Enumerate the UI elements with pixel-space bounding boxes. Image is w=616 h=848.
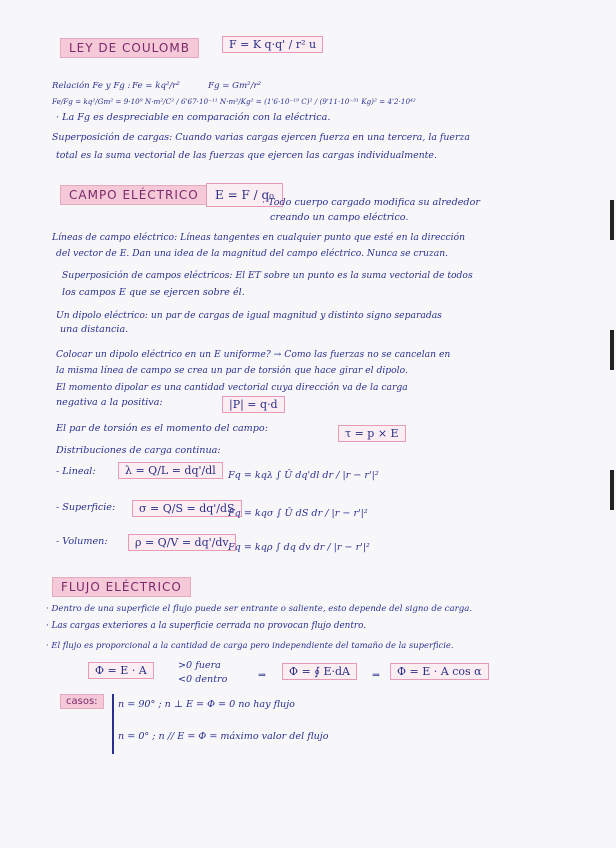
flujo-line-3: · El flujo es proporcional a la cantidad de carga pero independiente del tamaño de la superficie. <box>46 640 454 650</box>
superposicion-line-1: Superposición de cargas: Cuando varias cargas ejercen fuerza en una tercera, la fuerza <box>52 132 470 143</box>
superp-campos-line-2: los campos E que se ejercen sobre él. <box>62 287 245 298</box>
superficie-integral: Fq = kqσ ∫ Ū dS dr / |r − r'|² <box>228 508 368 519</box>
phi-formula: Φ = E · A <box>88 662 154 679</box>
caso-paralelo: n = 0° ; n // E = Φ = máximo valor del flujo <box>118 731 329 742</box>
casos-label: casos: <box>60 694 104 709</box>
flujo-line-2: · Las cargas exteriores a la superficie cerrada no provocan flujo dentro. <box>46 621 367 631</box>
uniforme-line-2: la misma línea de campo se crea un par de torsión que hace girar el dipolo. <box>56 365 408 376</box>
implies-arrow: ⇒ <box>372 670 381 681</box>
lineal-label: - Lineal: <box>56 466 96 477</box>
ratio-formula: Fe/Fg = kq²/Gm² = 9·10⁹ N·m²/C² / 6'67·10⁻¹¹ N·m²/Kg² = (1'6·10⁻¹⁹ C)² / (9'11·10⁻³¹ Kg)² = 4'2·10⁴² <box>52 97 416 106</box>
dipolo-line-2: una distancia. <box>60 324 129 335</box>
volumen-label: - Volumen: <box>56 536 108 547</box>
dipolo-line-1: Un dipolo eléctrico: un par de cargas de igual magnitud y distinto signo separadas <box>56 310 442 321</box>
phi-integral-formula: Φ = ∮ E·dA <box>282 663 357 680</box>
campo-formula: E = F / q₀ <box>206 183 283 207</box>
implies-arrow: ⇒ <box>258 670 267 681</box>
fg-formula: Fg = Gm²/r² <box>208 81 262 91</box>
superficie-label: - Superficie: <box>56 502 116 513</box>
superficie-formula: σ = Q/S = dq'/dS <box>132 500 242 517</box>
section-title-ley-coulomb: LEY DE COULOMB <box>60 38 199 58</box>
despreciable-note: · La Fg es despreciable en comparación con la eléctrica. <box>56 112 331 123</box>
superp-campos-line-1: Superposición de campos eléctricos: El ET sobre un punto es la suma vectorial de todos <box>62 270 473 281</box>
torsion-line: El par de torsión es el momento del campo: <box>56 423 268 434</box>
lineal-formula: λ = Q/L = dq'/dl <box>118 462 223 479</box>
caso-perpendicular: n = 90° ; n ⊥ E = Φ = 0 no hay flujo <box>118 699 295 710</box>
torsion-formula: τ = p × E <box>338 425 406 442</box>
lineas-line-1: Líneas de campo eléctrico: Líneas tangentes en cualquier punto que esté en la dirección <box>52 232 466 243</box>
volumen-formula: ρ = Q/V = dq'/dv <box>128 534 236 551</box>
lineas-line-2: del vector de E. Dan una idea de la magnitud del campo eléctrico. Nunca se cruzan. <box>56 248 449 259</box>
scan-edge-mark <box>610 470 614 510</box>
campo-desc-1: · Todo cuerpo cargado modifica su alrededor <box>262 197 480 208</box>
momento-line-2: negativa a la positiva: <box>56 397 163 408</box>
scan-edge-mark <box>610 200 614 240</box>
flujo-line-1: · Dentro de una superficie el flujo puede ser entrante o saliente, esto depende del signo de carga. <box>46 604 473 614</box>
section-title-campo-electrico: CAMPO ELÉCTRICO <box>60 185 208 205</box>
coulomb-formula: F = K q·q' / r² u <box>222 36 323 53</box>
relation-label: Relación Fe y Fg : <box>52 81 131 91</box>
casos-brace <box>112 694 114 754</box>
distribuciones-heading: Distribuciones de carga continua: <box>56 445 221 456</box>
uniforme-line-1: Colocar un dipolo eléctrico en un E uniforme? → Como las fuerzas no se cancelan en <box>56 349 451 360</box>
campo-desc-2: creando un campo eléctrico. <box>270 212 409 223</box>
superposicion-line-2: total es la suma vectorial de las fuerzas que ejercen las cargas individualmente. <box>56 150 437 161</box>
condition-outside: >0 fuera <box>178 660 221 671</box>
scan-edge-mark <box>610 330 614 370</box>
section-title-flujo-electrico: FLUJO ELÉCTRICO <box>52 577 191 597</box>
condition-inside: <0 dentro <box>178 674 228 685</box>
fe-formula: Fe = kq²/r² <box>132 81 180 91</box>
momento-line-1: El momento dipolar es una cantidad vectorial cuya dirección va de la carga <box>56 382 408 393</box>
lineal-integral: Fq = kqλ ∫ Ū dq'dl dr / |r − r'|² <box>228 470 379 481</box>
volumen-integral: Fq = kqρ ∫ dq dv dr / |r − r'|² <box>228 542 370 553</box>
momento-formula: |P| = q·d <box>222 396 285 413</box>
phi-cos-formula: Φ = E · A cos α <box>390 663 489 680</box>
